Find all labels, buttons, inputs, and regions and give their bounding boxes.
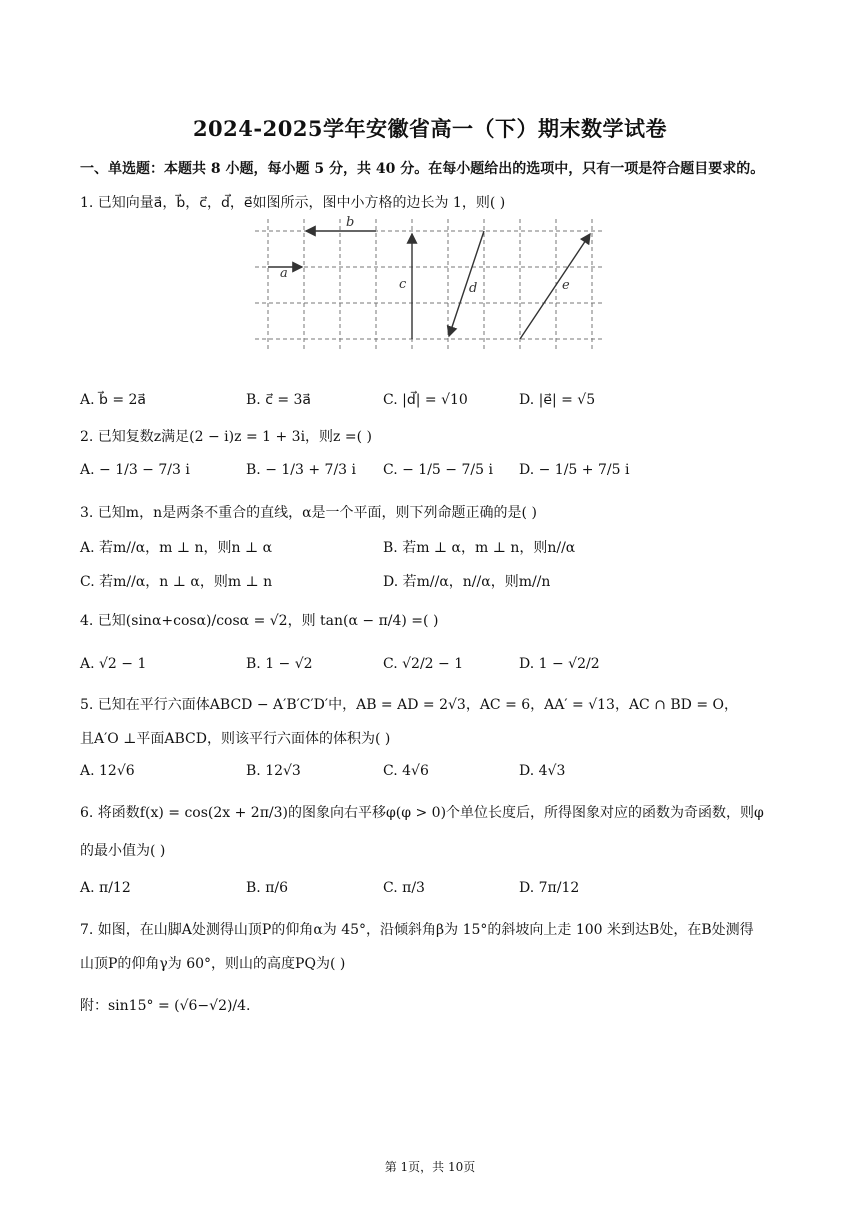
vector-grid-figure [250,214,610,360]
q7-stem-line2: 山顶P的仰角γ为 60°，则山的高度PQ为( ) [80,956,346,972]
q3-option-b: B. 若m ⊥ α，m ⊥ n，则n//α [383,540,576,556]
q3-option-c: C. 若m//α，n ⊥ α，则m ⊥ n [80,574,273,590]
label-b: b [346,215,355,230]
label-a: a [280,266,288,281]
label-c: c [399,277,407,292]
label-d: d [469,281,478,296]
q7-note: 附：sin15° = (√6−√2)/4. [80,998,251,1014]
q6-option-a: A. π/12 [80,880,131,896]
q6-option-b: B. π/6 [246,880,289,896]
q1-option-c: C. |d⃗| = √10 [383,392,468,408]
q4-option-c: C. √2/2 − 1 [383,656,464,672]
q2-stem: 2. 已知复数z满足(2 − i)z = 1 + 3i，则z =( ) [80,429,372,445]
q6-stem-line2: 的最小值为( ) [80,843,166,859]
q3-option-a: A. 若m//α，m ⊥ n，则n ⊥ α [80,540,273,556]
q2-option-a: A. − 1/3 − 7/3 i [80,462,190,478]
q5-stem-line2: 且A′O ⊥平面ABCD，则该平行六面体的体积为( ) [80,731,391,747]
q1-stem: 1. 已知向量a⃗，b⃗，c⃗，d⃗，e⃗如图所示，图中小方格的边长为 1，则( ) [80,195,506,211]
q3-option-d: D. 若m//α，n//α，则m//n [383,574,551,590]
grid-lines [255,219,605,351]
vector-d [449,231,484,336]
label-e: e [562,278,570,293]
q5-option-b: B. 12√3 [246,763,301,779]
vector-e [520,234,590,339]
q5-option-c: C. 4√6 [383,763,429,779]
q4-option-d: D. 1 − √2/2 [519,656,600,672]
q1-option-a: A. b⃗ = 2a⃗ [80,392,147,408]
page-footer: 第 1页，共 10页 [384,1160,476,1174]
q4-option-a: A. √2 − 1 [80,656,147,672]
q6-option-d: D. 7π/12 [519,880,580,896]
q1-option-d: D. |e⃗| = √5 [519,392,596,408]
q5-option-d: D. 4√3 [519,763,566,779]
q2-option-c: C. − 1/5 − 7/5 i [383,462,493,478]
q7-stem-line1: 7. 如图，在山脚A处测得山顶P的仰角α为 45°，沿倾斜角β为 15°的斜坡向上走 100 米到达B处，在B处测得 [80,922,754,938]
section-heading: 一、单选题：本题共 8 小题，每小题 5 分，共 40 分。在每小题给出的选项中，只有一项是符合题目要求的。 [80,161,765,177]
q4-stem: 4. 已知(sinα+cosα)/cosα = √2，则 tan(α − π/4) =( ) [80,613,439,629]
q5-option-a: A. 12√6 [80,763,135,779]
q1-option-b: B. c⃗ = 3a⃗ [246,392,312,408]
q5-stem-line1: 5. 已知在平行六面体ABCD − A′B′C′D′中，AB = AD = 2√3，AC = 6，AA′ = √13，AC ∩ BD = O， [80,697,739,713]
q2-option-b: B. − 1/3 + 7/3 i [246,462,356,478]
q6-stem-line1: 6. 将函数f(x) = cos(2x + 2π/3)的图象向右平移φ(φ > 0)个单位长度后，所得图象对应的函数为奇函数，则φ [80,805,764,821]
q2-option-d: D. − 1/5 + 7/5 i [519,462,630,478]
q4-option-b: B. 1 − √2 [246,656,313,672]
q6-option-c: C. π/3 [383,880,425,896]
page-title: 2024-2025学年安徽省高一（下）期末数学试卷 [192,116,668,141]
q3-stem: 3. 已知m，n是两条不重合的直线，α是一个平面，则下列命题正确的是( ) [80,505,537,521]
